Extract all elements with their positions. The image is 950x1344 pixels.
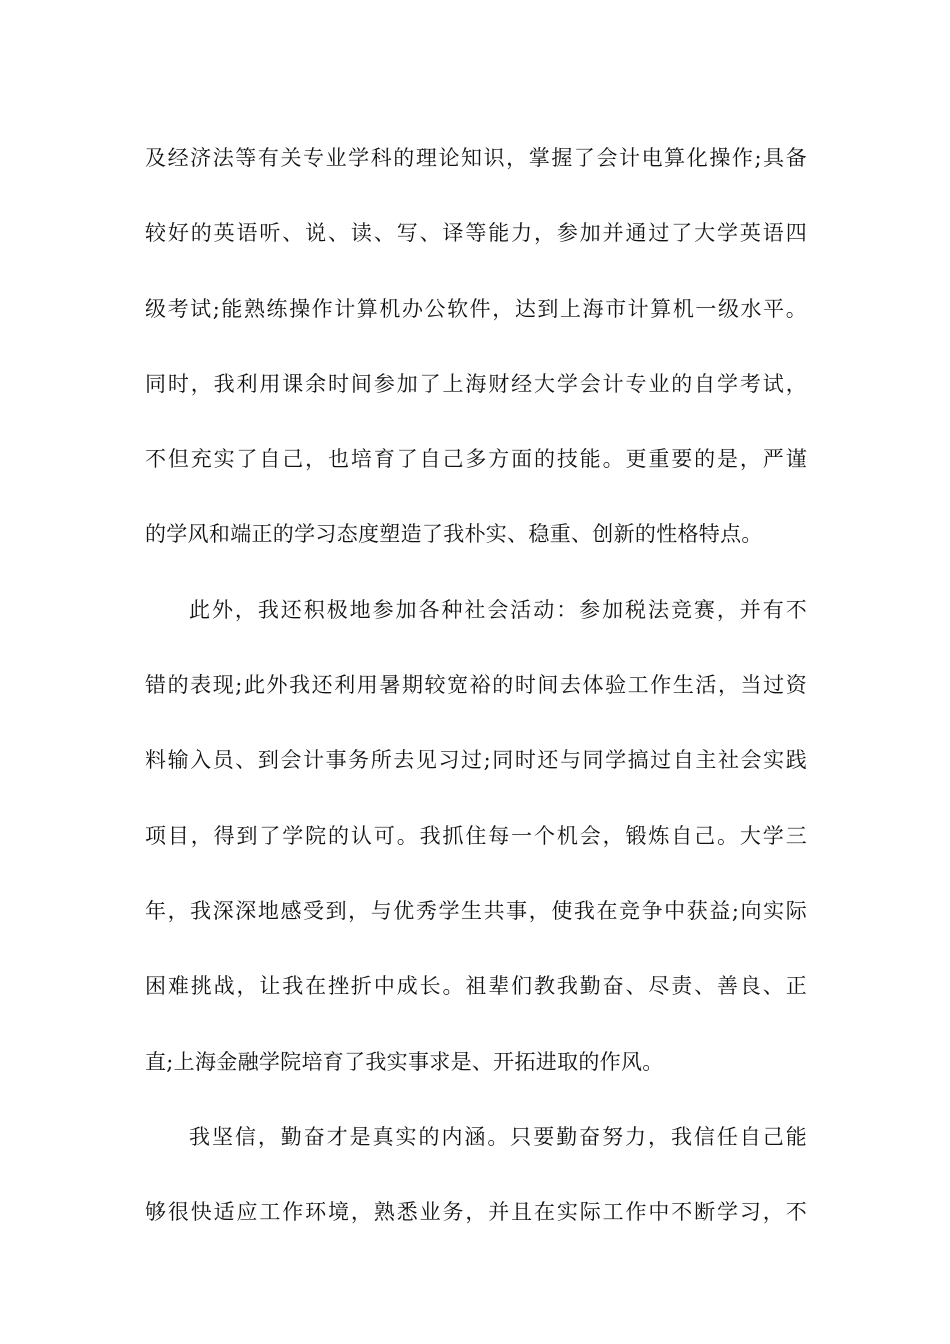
text-line: 同时，我利用课余时间参加了上海财经大学会计专业的自学考试， xyxy=(145,371,807,396)
text-line: 料输入员、到会计事务所去见习过;同时还与同学搞过自主社会实践 xyxy=(145,748,807,773)
text-line: 不但充实了自己，也培育了自己多方面的技能。更重要的是，严谨 xyxy=(145,447,807,472)
text-line: 较好的英语听、说、读、写、译等能力，参加并通过了大学英语四 xyxy=(145,221,807,246)
text-line: 错的表现;此外我还利用暑期较宽裕的时间去体验工作生活，当过资 xyxy=(145,673,807,698)
text-line: 级考试;能熟练操作计算机办公软件，达到上海市计算机一级水平。 xyxy=(145,296,807,321)
text-line: 年，我深深地感受到，与优秀学生共事，使我在竞争中获益;向实际 xyxy=(145,898,807,923)
text-line: 困难挑战，让我在挫折中成长。祖辈们教我勤奋、尽责、善良、正 xyxy=(145,974,807,999)
text-line: 的学风和端正的学习态度塑造了我朴实、稳重、创新的性格特点。 xyxy=(145,522,763,547)
paragraph-first-line: 我坚信，勤奋才是真实的内涵。只要勤奋努力，我信任自己能 xyxy=(189,1124,807,1149)
text-line: 直;上海金融学院培育了我实事求是、开拓进取的作风。 xyxy=(145,1049,664,1074)
text-line: 项目，得到了学院的认可。我抓住每一个机会，锻炼自己。大学三 xyxy=(145,823,807,848)
text-line: 及经济法等有关专业学科的理论知识，掌握了会计电算化操作;具备 xyxy=(145,146,807,170)
document-body xyxy=(145,121,807,1250)
text-line: 够很快适应工作环境，熟悉业务，并且在实际工作中不断学习，不 xyxy=(145,1200,807,1225)
paragraph-first-line: 此外，我还积极地参加各种社会活动：参加税法竞赛，并有不 xyxy=(189,597,807,622)
